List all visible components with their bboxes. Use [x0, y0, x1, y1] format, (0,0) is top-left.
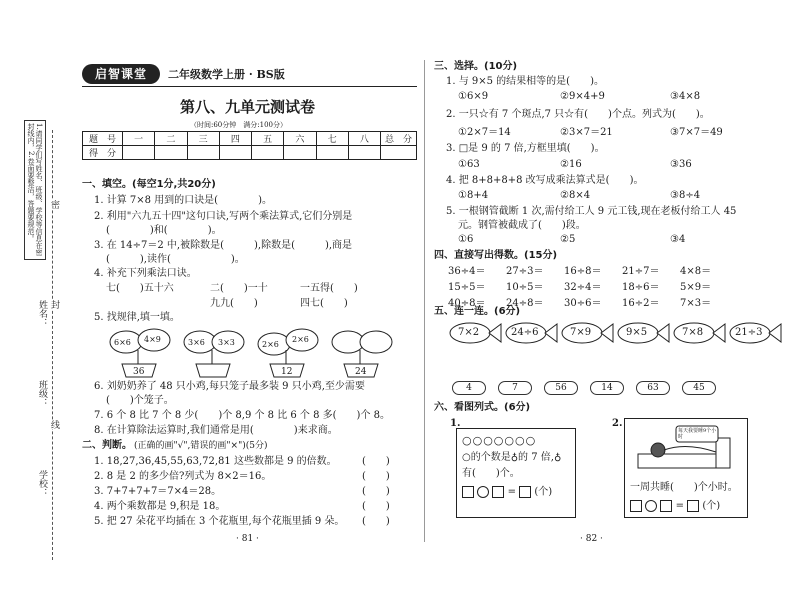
q1-4-item: 九九( ): [210, 298, 258, 309]
score-input[interactable]: [252, 146, 284, 160]
pear-icon: ♁: [553, 452, 562, 463]
q3-5-opt: ③4: [670, 234, 686, 245]
fish-label: 7×2: [458, 327, 480, 338]
name-label: 姓名：: [37, 300, 47, 327]
problem-1-phrase-b: 的 7 倍,: [518, 452, 554, 463]
problem-1-number: 1.: [450, 418, 461, 429]
score-cell: 三: [187, 132, 219, 146]
q3-3-opt: ①63: [458, 159, 480, 170]
q3-5-opt: ①6: [458, 234, 474, 245]
calc-item: 10÷5＝: [506, 282, 544, 293]
answer-square[interactable]: [462, 486, 474, 498]
calc-item: 36÷4＝: [448, 266, 486, 277]
answer-square[interactable]: [519, 486, 531, 498]
problem-1-text3: 有( )个。: [462, 468, 520, 479]
section-1-title: 一、填空。(每空1分,共20分): [82, 179, 216, 190]
score-cell: 一: [123, 132, 155, 146]
page-number-left: · 81 ·: [236, 534, 259, 544]
equals-sign: =: [507, 486, 516, 498]
score-input[interactable]: [284, 146, 316, 160]
flower-pot-value: 12: [281, 367, 293, 377]
flower-pot-value: 24: [355, 367, 367, 377]
calc-item: 15÷5＝: [448, 282, 486, 293]
flower-pot-1: [104, 328, 174, 378]
score-cell: 四: [219, 132, 251, 146]
judge-5: 5. 把 27 朵花平均插在 3 个花瓶里,每个花瓶里插 9 朵。: [94, 516, 345, 527]
calc-item: 5×9＝: [680, 282, 712, 293]
judge-blank[interactable]: ( ): [362, 501, 390, 512]
calc-item: 40÷8＝: [448, 298, 486, 309]
q1-2a: 2. 利用"六九五十四"这句口诀,写两个乘法算式,它们分别是: [94, 211, 353, 222]
q1-4-item: 七( )五十六: [106, 283, 174, 294]
judge-1: 1. 18,27,36,45,55,63,72,81 这些数都是 9 的倍数。: [94, 456, 337, 467]
fish-5: [672, 322, 726, 344]
score-cell: 五: [252, 132, 284, 146]
apple-icon: ○: [462, 452, 471, 463]
q1-3b: ( ),读作( )。: [106, 254, 245, 265]
problem-2-answer: [630, 500, 720, 513]
score-row-label: 得 分: [83, 146, 123, 160]
flower-pot-3: [252, 328, 322, 378]
answer-square[interactable]: [492, 486, 504, 498]
score-cell: 题 号: [83, 132, 123, 146]
score-input[interactable]: [187, 146, 219, 160]
page-title: 第八、九单元测试卷: [180, 98, 316, 116]
answer-bubble[interactable]: 63: [636, 381, 670, 395]
flower-pot-2: [178, 328, 248, 378]
score-cell: 总 分: [381, 132, 417, 146]
q3-4-opt: ①8+4: [458, 190, 489, 201]
problem-1-text1: [462, 452, 561, 464]
score-cell: 二: [155, 132, 187, 146]
logo-text: 启智课堂: [94, 67, 147, 81]
seal-char-2: 线: [49, 420, 59, 429]
q1-6b: ( )个笼子。: [106, 395, 174, 406]
problem-2-number: 2.: [612, 418, 623, 429]
q1-1: 1. 计算 7×8 用到的口诀是( )。: [94, 195, 272, 206]
apple-row: [462, 434, 536, 447]
score-cell: 八: [348, 132, 380, 146]
fish-label: 9×5: [626, 327, 648, 338]
q3-4: 4. 把 8+8+8+8 改写成乘法算式是( )。: [446, 175, 644, 186]
logo: [82, 64, 160, 84]
q3-1-opt: ①6×9: [458, 91, 489, 102]
calc-item: 18÷6＝: [622, 282, 660, 293]
score-input[interactable]: [123, 146, 155, 160]
section-5-title: 五、连一连。(6分): [434, 306, 521, 317]
flower-expr-b: 2×6: [292, 335, 309, 344]
score-cell: 七: [316, 132, 348, 146]
q1-8: 8. 在计算除法运算时,我们通常是用( )来求商。: [94, 425, 338, 436]
page-divider: [424, 60, 425, 542]
calc-item: 30÷6＝: [564, 298, 602, 309]
judge-blank[interactable]: ( ): [362, 471, 390, 482]
answer-square[interactable]: [660, 500, 672, 512]
judge-3: 3. 7+7+7+7＝7×4＝28。: [94, 486, 222, 497]
q3-1-opt: ②9×4+9: [560, 91, 605, 102]
fish-6: [728, 322, 782, 344]
q3-3-opt: ③36: [670, 159, 692, 170]
score-input[interactable]: [316, 146, 348, 160]
calc-item: 32÷4＝: [564, 282, 602, 293]
time-info: （时间:60分钟 满分:100分）: [190, 121, 287, 129]
q3-3-opt: ②16: [560, 159, 582, 170]
apple-icon: ○○○○○○○: [462, 434, 537, 447]
q3-5a: 5. 一根钢管截断 1 次,需付给工人 9 元工钱,现在老板付给工人 45: [446, 206, 737, 217]
q1-7: 7. 6 个 8 比 7 个 8 少( )个 8,9 个 8 比 6 个 8 多( )个 8。: [94, 410, 390, 421]
section-6-title: 六、看图列式。(6分): [434, 402, 531, 413]
score-input[interactable]: [155, 146, 187, 160]
calc-item: 4×8＝: [680, 266, 712, 277]
score-table-header-row: [83, 132, 417, 146]
q3-5-opt: ②5: [560, 234, 576, 245]
answer-bubble[interactable]: 14: [590, 381, 624, 395]
section-2-title: 二、判断。: [82, 440, 132, 451]
q3-3: 3. □是 9 的 7 倍,方框里填( )。: [446, 143, 605, 154]
fish-3: [560, 322, 614, 344]
calc-item: 27÷3＝: [506, 266, 544, 277]
fish-4: [616, 322, 670, 344]
q3-1-opt: ③4×8: [670, 91, 701, 102]
q1-3a: 3. 在 14÷7＝2 中,被除数是( ),除数是( ),商是: [94, 240, 353, 251]
equals-sign: =: [675, 500, 684, 512]
q3-4-opt: ③8÷4: [670, 190, 701, 201]
series-label: 二年级数学上册 · BS版: [168, 68, 285, 81]
calc-item: 24÷8＝: [506, 298, 544, 309]
judge-2: 2. 8 是 2 的多少倍?列式为 8×2＝16。: [94, 471, 272, 482]
pear-icon: ♁: [510, 452, 519, 463]
flower-expr-a: 6×6: [114, 338, 131, 347]
seal-line: [52, 130, 53, 560]
margin-instruction: 1.请同学们写姓名、班级、学校等信息在密封线内，2.卷面要整洁，答题要规范。: [24, 120, 46, 260]
q3-4-opt: ②8×4: [560, 190, 591, 201]
flower-expr-b: 4×9: [144, 335, 161, 344]
flower-pot-4: [326, 328, 396, 378]
operator-circle[interactable]: [645, 500, 657, 512]
page-number-right: · 82 ·: [580, 534, 603, 544]
score-table-score-row: [83, 146, 417, 160]
flower-pot-value: 36: [133, 367, 145, 377]
score-table: [82, 131, 417, 160]
calc-item: 21÷7＝: [622, 266, 660, 277]
q1-5: 5. 找规律,填一填。: [94, 312, 180, 323]
q1-4-item: 一五得( ): [300, 283, 358, 294]
section-2-note: (正确的画"√",错误的画"×")(5分): [134, 441, 268, 451]
flower-expr-a: 3×6: [188, 338, 205, 347]
calc-item: 16÷8＝: [564, 266, 602, 277]
q3-2-opt: ①2×7＝14: [458, 127, 511, 138]
judge-4: 4. 两个乘数都是 9,积是 18。: [94, 501, 226, 512]
seal-char-1: 封: [49, 300, 59, 309]
fish-2: [504, 322, 558, 344]
q1-4: 4. 补充下列乘法口诀。: [94, 268, 197, 279]
score-input[interactable]: [348, 146, 380, 160]
unit-label: (个): [534, 486, 553, 498]
class-label: 班级：: [37, 380, 47, 407]
score-input[interactable]: [381, 146, 417, 160]
section-3-title: 三、选择。(10分): [434, 61, 518, 72]
score-input[interactable]: [219, 146, 251, 160]
header-rule: [82, 86, 417, 87]
flower-icon: [178, 328, 248, 378]
unit-label: (个): [702, 500, 721, 512]
q3-2-opt: ③7×7＝49: [670, 127, 723, 138]
fish-label: 7×8: [682, 327, 704, 338]
q3-2: 2. 一只☆有 7 个斑点,7 只☆有( )个点。列式为( )。: [446, 109, 710, 120]
school-label: 学校：: [37, 470, 47, 497]
q3-2-opt: ②3×7＝21: [560, 127, 613, 138]
answer-bubble[interactable]: 7: [498, 381, 532, 395]
operator-circle[interactable]: [477, 486, 489, 498]
calc-item: 16÷2＝: [622, 298, 660, 309]
judge-blank[interactable]: ( ): [362, 516, 390, 527]
problem-2-text: 一周共睡( )个小时。: [630, 482, 738, 493]
q1-4-item: 二( )一十: [210, 283, 268, 294]
fish-label: 7×9: [570, 327, 592, 338]
q1-6a: 6. 刘奶奶养了 48 只小鸡,每只笼子最多装 9 只小鸡,至少需要: [94, 381, 365, 392]
q1-4-item: 四七( ): [300, 298, 348, 309]
seal-char-3: 密: [49, 200, 59, 209]
q1-2b: ( )和( )。: [106, 225, 222, 236]
answer-bubble[interactable]: 56: [544, 381, 578, 395]
calc-item: 7×3＝: [680, 298, 712, 309]
speech-bubble-text: 每天我要睡9个小时: [678, 428, 717, 440]
judge-blank[interactable]: ( ): [362, 486, 390, 497]
problem-1-phrase-a: 的个数是: [470, 452, 511, 463]
score-cell: 六: [284, 132, 316, 146]
judge-blank[interactable]: ( ): [362, 456, 390, 467]
flower-expr-a: 2×6: [262, 340, 279, 349]
answer-bubble[interactable]: 4: [452, 381, 486, 395]
fish-1: [448, 322, 502, 344]
answer-square[interactable]: [687, 500, 699, 512]
answer-bubble[interactable]: 45: [682, 381, 716, 395]
fish-label: 21÷3: [735, 327, 763, 338]
section-4-title: 四、直接写出得数。(15分): [434, 250, 558, 261]
fish-label: 24÷6: [511, 327, 539, 338]
q3-1: 1. 与 9×5 的结果相等的是( )。: [446, 76, 604, 87]
flower-expr-b: 3×3: [218, 338, 235, 347]
answer-square[interactable]: [630, 500, 642, 512]
q3-5b: 元。钢管被截成了( )段。: [458, 220, 586, 231]
problem-1-answer: [462, 486, 552, 499]
